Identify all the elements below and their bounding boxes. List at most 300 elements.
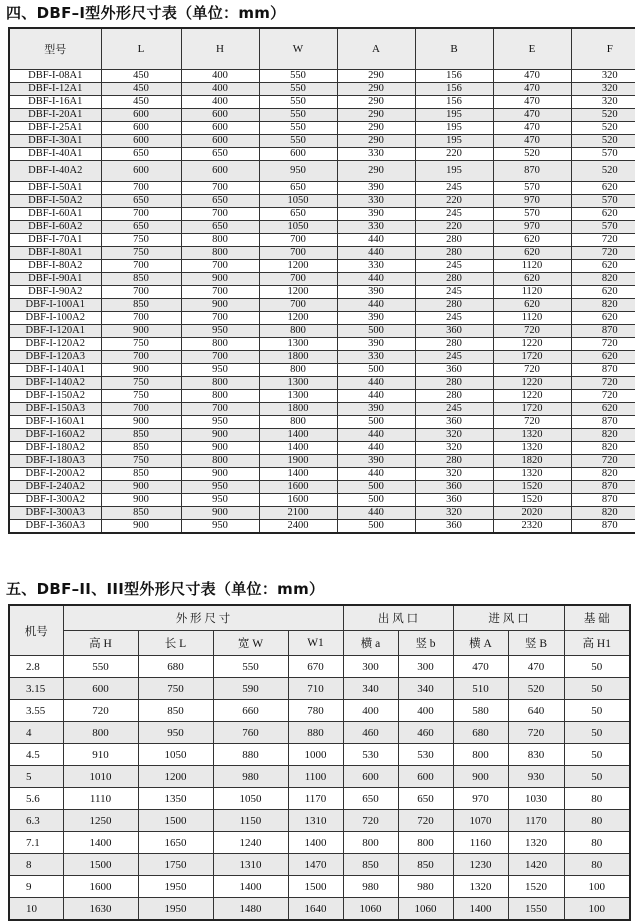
table-cell: 720 [398,810,453,832]
col-header: 型号 [9,28,101,70]
col-sub-header: 横 A [453,631,508,656]
table-cell: 1600 [259,494,337,507]
table-cell: 900 [453,766,508,788]
table-cell: 600 [398,766,453,788]
table-cell: 470 [493,109,571,122]
table-cell: 1550 [508,898,564,921]
table-cell: 1950 [138,876,213,898]
table-cell: 7.1 [9,832,63,854]
table-cell: 800 [181,234,259,247]
table-cell: 320 [571,70,635,83]
table-row [9,898,630,921]
table-cell: 900 [181,273,259,286]
dbf-ii-iii-dimension-table [8,604,631,921]
table-cell: 10 [9,898,63,921]
table-cell: 700 [101,260,181,273]
table-cell: 750 [101,377,181,390]
table-cell: DBF-I-140A1 [9,364,101,377]
table-cell: 1050 [213,788,288,810]
table-cell: 720 [571,377,635,390]
table-cell: 980 [213,766,288,788]
table-cell: 2020 [493,507,571,520]
table-cell: 850 [398,854,453,876]
table-cell: 50 [564,678,630,700]
table-cell: 700 [101,312,181,325]
table-cell: 870 [571,364,635,377]
table-cell: DBF-I-100A2 [9,312,101,325]
table-cell: 680 [138,656,213,678]
table-cell: 440 [337,247,415,260]
table-cell: 440 [337,390,415,403]
table-cell: 570 [571,221,635,234]
table-cell: 390 [337,208,415,221]
table-cell: DBF-I-50A2 [9,195,101,208]
table-cell: 700 [101,208,181,221]
table-cell: 820 [571,299,635,312]
table-cell: 600 [181,135,259,148]
table-cell: 195 [415,135,493,148]
table-cell: 870 [493,161,571,182]
table-cell: 550 [259,70,337,83]
table-row [9,876,630,898]
table-cell: DBF-I-160A1 [9,416,101,429]
table-row [9,377,635,390]
table-cell: 600 [181,109,259,122]
table-cell: 450 [101,70,181,83]
table-cell: 590 [213,678,288,700]
table-cell: 800 [453,744,508,766]
table-cell: 1060 [343,898,398,921]
table-cell: DBF-I-90A2 [9,286,101,299]
table-cell: 360 [415,325,493,338]
table-cell: 600 [63,678,138,700]
table-cell: 156 [415,70,493,83]
table-cell: 1500 [138,810,213,832]
table-cell: 530 [343,744,398,766]
table-cell: 1170 [508,810,564,832]
table-cell: 1400 [259,429,337,442]
table-cell: 1400 [259,442,337,455]
table-cell: 530 [398,744,453,766]
table-cell: 470 [493,70,571,83]
col-sub-header: 高 H1 [564,631,630,656]
table-cell: 520 [571,109,635,122]
table-cell: DBF-I-160A2 [9,429,101,442]
table-cell: 290 [337,70,415,83]
table-cell: 80 [564,810,630,832]
table-cell: 700 [259,234,337,247]
table-row [9,364,635,377]
table-cell: 330 [337,148,415,161]
table-cell: 1310 [288,810,343,832]
table-cell: 1220 [493,390,571,403]
table-cell: 500 [337,325,415,338]
dbf-i-dimension-table [8,27,635,534]
table-cell: 650 [259,208,337,221]
table-cell: 800 [343,832,398,854]
table-cell: 850 [101,429,181,442]
table-cell: 550 [63,656,138,678]
table-row [9,481,635,494]
table-row [9,468,635,481]
table-row [9,351,635,364]
table-row [9,744,630,766]
table-cell: 280 [415,377,493,390]
table-cell: 1230 [453,854,508,876]
table-cell: 700 [181,403,259,416]
table-cell: 750 [138,678,213,700]
table-cell: 2.8 [9,656,63,678]
table-cell: 720 [571,247,635,260]
table-cell: 100 [564,898,630,921]
table-cell: 4.5 [9,744,63,766]
table-row [9,656,630,678]
table-row [9,416,635,429]
table-cell: 1170 [288,788,343,810]
table-cell: DBF-I-30A1 [9,135,101,148]
table-cell: 550 [259,96,337,109]
table-cell: 550 [213,656,288,678]
table-cell: 1480 [213,898,288,921]
table-cell: DBF-I-16A1 [9,96,101,109]
table-cell: 2100 [259,507,337,520]
table-cell: 1200 [259,260,337,273]
table-cell: 1600 [63,876,138,898]
table-cell: 280 [415,299,493,312]
table-cell: 245 [415,286,493,299]
table-cell: 650 [343,788,398,810]
table-cell: 320 [415,442,493,455]
table-cell: 1720 [493,351,571,364]
table-cell: 80 [564,832,630,854]
table-cell: 5 [9,766,63,788]
table-cell: 800 [181,390,259,403]
table-cell: 320 [571,83,635,96]
col-sub-header: 横 a [343,631,398,656]
table-row [9,338,635,351]
col-header: H [181,28,259,70]
table-cell: DBF-I-12A1 [9,83,101,96]
table-cell: 870 [571,416,635,429]
table-cell: 80 [564,788,630,810]
table-row [9,507,635,520]
table-cell: 600 [343,766,398,788]
col-sub-header: 宽 W [213,631,288,656]
table-cell: 520 [571,161,635,182]
table-cell: 400 [181,83,259,96]
table-row [9,810,630,832]
table-cell: 880 [213,744,288,766]
table-cell: 1800 [259,403,337,416]
table-cell: 700 [101,286,181,299]
table-row [9,83,635,96]
table-cell: DBF-I-60A2 [9,221,101,234]
table-cell: 220 [415,148,493,161]
table-cell: 600 [101,161,181,182]
table-cell: 570 [493,208,571,221]
table-cell: 440 [337,377,415,390]
table-cell: 290 [337,135,415,148]
table-cell: 440 [337,299,415,312]
table-cell: 1500 [63,854,138,876]
table-cell: 830 [508,744,564,766]
table-cell: 470 [493,135,571,148]
section5-title: 五、DBF–II、III型外形尺寸表（单位：mm） [6,580,325,598]
table-cell: 1200 [259,286,337,299]
table-cell: 850 [101,507,181,520]
table-cell: 1950 [138,898,213,921]
table-cell: 290 [337,122,415,135]
table-cell: 900 [181,429,259,442]
table-cell: 245 [415,208,493,221]
table-cell: 440 [337,442,415,455]
table-cell: 950 [181,364,259,377]
table-cell: 820 [571,468,635,481]
table-cell: 450 [101,83,181,96]
table-cell: 500 [337,520,415,534]
table-cell: 280 [415,455,493,468]
table-cell: 880 [288,722,343,744]
table-row [9,70,635,83]
table-cell: 1060 [398,898,453,921]
table-row [9,221,635,234]
table-cell: 3.15 [9,678,63,700]
table-cell: 245 [415,182,493,195]
table-cell: 1520 [508,876,564,898]
table-cell: 720 [571,234,635,247]
table-cell: 1220 [493,377,571,390]
table-cell: 820 [571,273,635,286]
table-row [9,260,635,273]
table-cell: 550 [259,122,337,135]
table-cell: 1520 [493,481,571,494]
table-cell: 1200 [138,766,213,788]
table-cell: DBF-I-08A1 [9,70,101,83]
table-cell: DBF-I-300A2 [9,494,101,507]
table-cell: 650 [181,195,259,208]
table-row [9,766,630,788]
table-cell: 900 [101,481,181,494]
table-cell: 800 [181,338,259,351]
table-row [9,208,635,221]
table-cell: DBF-I-150A3 [9,403,101,416]
table-cell: 700 [101,182,181,195]
table-cell: 550 [259,83,337,96]
table-cell: 700 [259,273,337,286]
table-header-row [9,28,635,70]
table-cell: 1310 [213,854,288,876]
table-cell: 290 [337,83,415,96]
table-cell: 900 [181,442,259,455]
table-cell: DBF-I-40A2 [9,161,101,182]
table-cell: 850 [101,468,181,481]
table-cell: 100 [564,876,630,898]
col-sub-header: 高 H [63,631,138,656]
table-cell: 280 [415,247,493,260]
table-cell: 600 [101,109,181,122]
table-cell: 440 [337,507,415,520]
table-cell: 520 [571,135,635,148]
table-cell: DBF-I-180A2 [9,442,101,455]
table-cell: 670 [288,656,343,678]
table-cell: 220 [415,221,493,234]
table-cell: 470 [493,96,571,109]
table-cell: 800 [181,377,259,390]
table-cell: 390 [337,286,415,299]
table-cell: 320 [571,96,635,109]
table-cell: 950 [181,520,259,534]
table-cell: 1300 [259,390,337,403]
table-cell: 1630 [63,898,138,921]
table-cell: 820 [571,507,635,520]
table-cell: 360 [415,364,493,377]
table-cell: 1240 [213,832,288,854]
table-row [9,854,630,876]
table-cell: DBF-I-100A1 [9,299,101,312]
table-cell: 470 [493,83,571,96]
table-cell: 500 [337,416,415,429]
table-cell: 900 [101,494,181,507]
table-cell: 1300 [259,338,337,351]
table-cell: 720 [571,338,635,351]
table-row [9,122,635,135]
table-cell: 440 [337,234,415,247]
table-cell: 720 [493,416,571,429]
table-row [9,182,635,195]
table-cell: 620 [571,286,635,299]
table-cell: 800 [259,416,337,429]
table-cell: 620 [493,299,571,312]
table-cell: 460 [398,722,453,744]
table-cell: 1400 [288,832,343,854]
table-row [9,403,635,416]
table-cell: 950 [181,325,259,338]
table-cell: 900 [181,468,259,481]
table-cell: 950 [181,481,259,494]
table-cell: 570 [571,148,635,161]
table-cell: 980 [343,876,398,898]
table-cell: 870 [571,494,635,507]
table-row [9,148,635,161]
table-cell: 80 [564,854,630,876]
table-cell: 620 [571,182,635,195]
table-cell: 4 [9,722,63,744]
table-cell: DBF-I-25A1 [9,122,101,135]
table-cell: 1640 [288,898,343,921]
table-cell: DBF-I-120A3 [9,351,101,364]
table-cell: 650 [181,221,259,234]
table-cell: 470 [508,656,564,678]
table-row [9,109,635,122]
table-cell: 1070 [453,810,508,832]
table-cell: DBF-I-150A2 [9,390,101,403]
table-cell: 870 [571,481,635,494]
table-cell: 1000 [288,744,343,766]
table-cell: 8 [9,854,63,876]
table-cell: 440 [337,273,415,286]
table-row [9,520,635,534]
table-cell: 156 [415,96,493,109]
table-cell: 520 [571,122,635,135]
table-cell: 460 [343,722,398,744]
table-cell: 5.6 [9,788,63,810]
table-cell: 220 [415,195,493,208]
table-cell: 700 [181,260,259,273]
table-cell: 850 [101,442,181,455]
table-cell: 720 [571,390,635,403]
table-cell: 1720 [493,403,571,416]
table-row [9,286,635,299]
table-cell: 300 [398,656,453,678]
table-row [9,832,630,854]
table-cell: 400 [343,700,398,722]
table-sub-header-row [9,631,630,656]
col-group-outline: 外 形 尺 寸 [63,605,343,631]
col-group-base: 基 础 [564,605,630,631]
col-group-outlet: 出 风 口 [343,605,453,631]
table-cell: 950 [259,161,337,182]
table-cell: 750 [101,455,181,468]
table-cell: 980 [398,876,453,898]
table-cell: 50 [564,766,630,788]
table-row [9,788,630,810]
table-cell: 470 [493,122,571,135]
table-cell: 156 [415,83,493,96]
table-row [9,678,630,700]
table-cell: 750 [101,247,181,260]
table-cell: 850 [101,299,181,312]
table-cell: 870 [571,325,635,338]
table-cell: 1820 [493,455,571,468]
table-row [9,299,635,312]
table-cell: 290 [337,96,415,109]
col-header: L [101,28,181,70]
table-cell: 500 [337,481,415,494]
table-cell: 1050 [259,221,337,234]
table-cell: 910 [63,744,138,766]
table-cell: 900 [101,364,181,377]
table-cell: 340 [343,678,398,700]
table-cell: 650 [181,148,259,161]
table-cell: 660 [213,700,288,722]
table-cell: 520 [493,148,571,161]
table-cell: 900 [101,416,181,429]
table-cell: 700 [181,351,259,364]
table-cell: 650 [101,221,181,234]
table-cell: 1600 [259,481,337,494]
table-cell: 500 [337,494,415,507]
table-cell: 700 [181,208,259,221]
col-header: F [571,28,635,70]
table-cell: 1400 [213,876,288,898]
table-cell: DBF-I-300A3 [9,507,101,520]
table-cell: 720 [508,722,564,744]
table-cell: 930 [508,766,564,788]
table-cell: DBF-I-20A1 [9,109,101,122]
table-row [9,273,635,286]
table-cell: 800 [181,455,259,468]
table-cell: 900 [101,325,181,338]
table-cell: 1120 [493,286,571,299]
table-cell: 970 [453,788,508,810]
table-cell: 950 [181,416,259,429]
table-row [9,96,635,109]
table-cell: DBF-I-50A1 [9,182,101,195]
table-cell: 1100 [288,766,343,788]
table-cell: 510 [453,678,508,700]
col-sub-header: 竖 b [398,631,453,656]
table-cell: 520 [508,678,564,700]
